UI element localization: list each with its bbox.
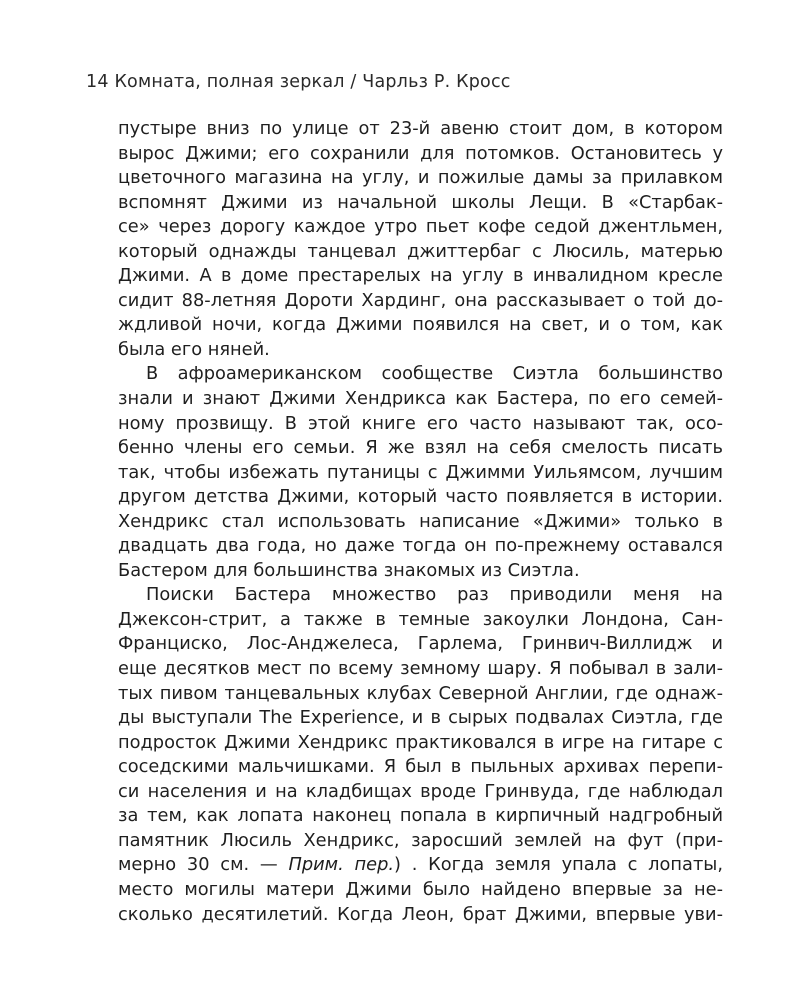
text-line-content: за тем, как лопата наконец попала в кирпичный надгробный [118,805,723,827]
text-line-content: си населения и на кладбищах вроде Гринвуда, где наблюдал [118,780,723,802]
text-line [118,461,723,486]
text-line [118,755,723,780]
text-line-content: ды выступали The Experience, и в сырых подвалах Сиэтла, где [118,707,723,729]
text-line [118,313,723,338]
text-line [118,166,723,191]
text-line [118,804,723,829]
text-line-content: тых пивом танцевальных клубах Северной Англии, где однаж- [118,682,723,704]
text-line [118,829,723,854]
text-line-content: двадцать два года, но даже тогда он по-прежнему оставался [118,535,723,557]
text-line [118,534,723,559]
text-line [118,706,723,731]
text-line-content: В афроамериканском сообществе Сиэтла большинство [146,363,723,385]
text-line-content: сколько десятилетий. Когда Леон, брат Джими, впервые уви- [118,903,723,925]
text-line-content: бенно члены его семьи. Я же взял на себя смелость писать [118,437,723,459]
text-line-content: ному прозвищу. В этой книге его часто называют так, осо- [118,412,723,434]
text-line [118,191,723,216]
text-line-content: ждливой ночи, когда Джими появился на свет, и о том, как [118,314,723,336]
text-line [118,903,723,928]
text-line-content: Поиски Бастера множество раз приводили меня на [146,584,723,606]
text-line-content: который однажды танцевал джиттербаг с Люсиль, матерью [118,240,723,262]
text-line [118,780,723,805]
text-line-content: Бастером для большинства знакомых из Сиэтла. [118,559,580,581]
text-line-tail: ) . Когда земля упала с лопаты, [394,854,723,876]
text-line-content: была его няней. [118,338,270,360]
text-line [118,583,723,608]
text-line [118,362,723,387]
text-line-content: Франциско, Лос-Анджелеса, Гарлема, Гринвич-Виллидж и [118,633,723,655]
translator-note: Прим. пер. [288,854,395,876]
page-number: 14 [86,72,115,92]
text-line [118,117,723,142]
text-line [118,436,723,461]
text-line-content: памятник Люсиль Хендрикс, заросший землей на фут (при- [118,829,723,851]
text-line-content: Хендрикс стал использовать написание «Джими» только в [118,510,723,532]
text-line-content: подросток Джими Хендрикс практиковался в игре на гитаре с [118,731,723,753]
text-line-content: цветочного магазина на углу, и пожилые дамы за прилавком [118,167,723,189]
running-title: Комната, полная зеркал / Чарльз Р. Кросс [114,72,511,92]
text-line-content: вырос Джими; его сохранили для потомков. Остановитесь у [118,142,723,164]
text-line-content: место могилы матери Джими было найдено впервые за не- [118,878,723,900]
text-line [118,632,723,657]
text-line-content: Джими. А в доме престарелых на углу в инвалидном кресле [118,265,723,287]
text-line [118,510,723,535]
text-line [118,682,723,707]
text-line-content: мерно 30 см. — [118,854,289,876]
text-line-content: еще десятков мест по всему земному шару. Я побывал в зали- [118,658,723,680]
text-line-content: се» через дорогу каждое утро пьет кофе седой джентльмен, [118,216,723,238]
text-line-content: так, чтобы избежать путаницы с Джимми Уильямсом, лучшим [118,461,723,483]
text-line [118,338,723,363]
text-line-content: соседскими мальчишками. Я был в пыльных архивах перепи- [118,756,723,778]
text-line [118,142,723,167]
text-line-content: Джексон-стрит, а также в темные закоулки Лондона, Сан- [118,608,723,630]
text-line [118,215,723,240]
text-line [118,264,723,289]
text-line [118,240,723,265]
text-line [118,387,723,412]
text-line-content: вспомнят Джими из начальной школы Лещи. В «Старбак- [118,191,723,213]
text-line [118,559,723,584]
text-line [118,878,723,903]
text-line [118,608,723,633]
text-line [118,412,723,437]
text-line-content: пустыре вниз по улице от 23-й авеню стоит дом, в котором [118,118,723,139]
text-line-content: сидит 88-летняя Дороти Хардинг, она рассказывает о той до- [118,289,723,311]
text-line-content: знали и знают Джими Хендрикса как Бастера, по его семей- [118,388,723,410]
running-head [86,68,706,96]
text-line [118,657,723,682]
text-line-content: другом детства Джими, который часто появляется в истории. [118,486,723,508]
text-line [118,853,723,878]
text-line [118,485,723,510]
text-line [118,289,723,314]
text-line [118,731,723,756]
body-text [118,117,723,927]
